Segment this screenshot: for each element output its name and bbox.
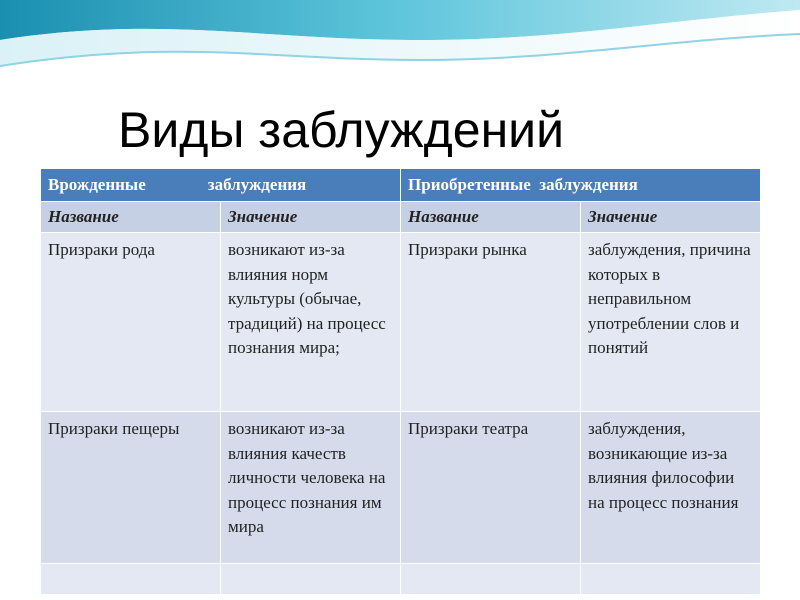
subheader-meaning: Значение: [221, 202, 401, 233]
table-row: [41, 564, 761, 595]
subheader-name: Название: [401, 202, 581, 233]
subheader-name: Название: [41, 202, 221, 233]
table-cell: возникают из-за влияния норм культуры (обычае, традиций) на процесс познания мира;: [221, 233, 401, 412]
slide-title: Виды заблуждений: [118, 102, 565, 158]
table-cell: [41, 564, 221, 595]
table-cell: [581, 564, 761, 595]
group-header-acquired-part2: заблуждения: [539, 174, 638, 194]
decorative-wave: [0, 0, 800, 92]
table-cell: Призраки рынка: [401, 233, 581, 412]
table-group-header-row: [41, 169, 761, 202]
table-subheader-row: [41, 202, 761, 233]
table-cell: [401, 564, 581, 595]
table-cell: возникают из-за влияния качеств личности человека на процесс познания им мира: [221, 412, 401, 564]
table-cell: [221, 564, 401, 595]
group-header-acquired-part1: Приобретенные: [408, 174, 531, 194]
misconceptions-table: [40, 168, 761, 595]
group-header-innate-part1: Врожденные: [48, 174, 146, 194]
group-header-innate: [41, 169, 401, 202]
table-cell: Призраки театра: [401, 412, 581, 564]
table-cell: заблуждения, возникающие из-за влияния философии на процесс познания: [581, 412, 761, 564]
group-header-innate-part2: заблуждения: [207, 174, 307, 194]
table-cell: заблуждения, причина которых в неправильном употреблении слов и понятий: [581, 233, 761, 412]
subheader-meaning: Значение: [581, 202, 761, 233]
table-row: [41, 412, 761, 564]
table-row: [41, 233, 761, 412]
group-header-acquired: [401, 169, 761, 202]
table-cell: Призраки пещеры: [41, 412, 221, 564]
table-cell: Призраки рода: [41, 233, 221, 412]
